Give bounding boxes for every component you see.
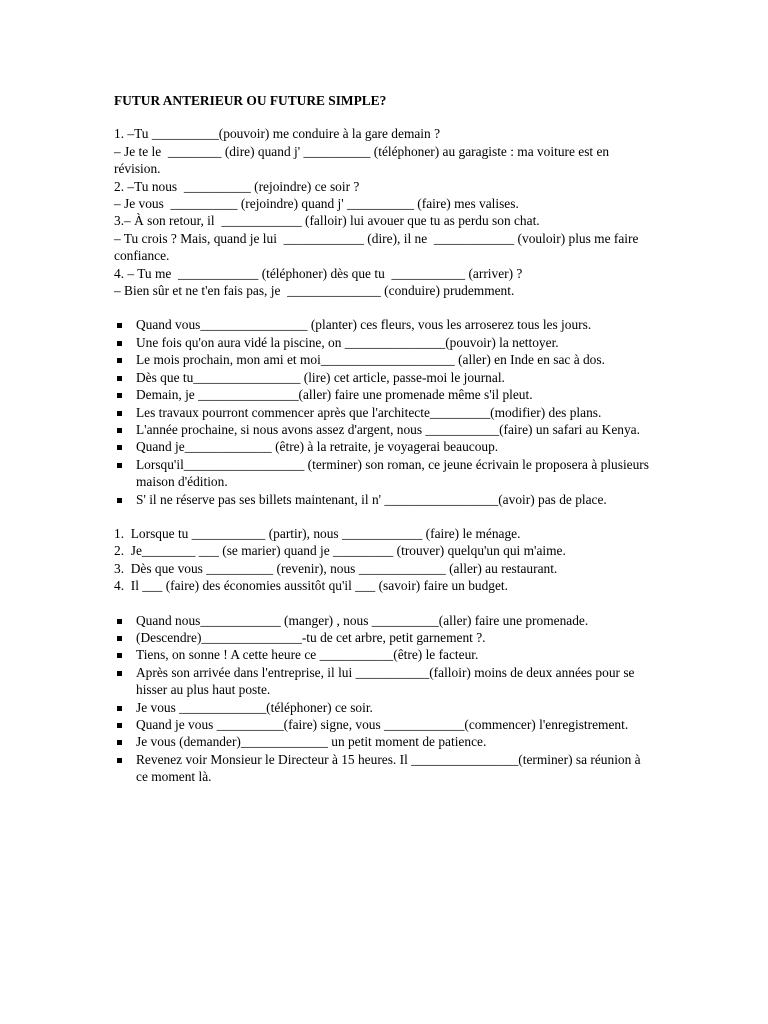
list-item-text: Les travaux pourront commencer après que l'architecte_________(modifier) des plans.: [136, 404, 602, 420]
exercise-line: 4. – Tu me ____________ (téléphoner) dès que tu ___________ (arriver) ?: [114, 265, 523, 281]
list-item: [114, 699, 654, 716]
bullet-icon: [117, 445, 122, 450]
list-item: [114, 438, 654, 455]
exercise-line: 2. –Tu nous __________ (rejoindre) ce soir ?: [114, 178, 360, 194]
exercise-line: – Bien sûr et ne t'en fais pas, je ______________ (conduire) prudemment.: [114, 283, 515, 299]
list-item-text: Quand nous____________ (manger) , nous __________(aller) faire une promenade.: [136, 612, 589, 628]
bullet-icon: [117, 411, 122, 416]
list-item: [114, 386, 654, 403]
list-item-text: Je vous _____________(téléphoner) ce soir.: [136, 699, 373, 715]
bullet-icon: [117, 341, 122, 346]
list-item-text: Je vous (demander)_____________ un petit moment de patience.: [136, 734, 487, 750]
list-item-text: Quand je vous __________(faire) signe, vous ____________(commencer) l'enregistrement.: [136, 717, 629, 732]
bullet-icon: [117, 758, 122, 763]
exercise-line: 3. Dès que vous __________ (revenir), nous _____________ (aller) au restaurant.: [114, 560, 558, 576]
bullet-icon: [117, 706, 122, 711]
bullet-icon: [117, 323, 122, 328]
bullet-list-2: [114, 612, 654, 786]
document-content: [114, 92, 654, 786]
list-item-text: S' il ne réserve pas ses billets maintenant, il n' _________________(avoir) pas de place.: [136, 491, 607, 507]
page-title: FUTUR ANTERIEUR OU FUTURE SIMPLE?: [114, 93, 387, 108]
exercise-line: – Tu crois ? Mais, quand je lui ____________ (dire), il ne ____________ (vouloir) plus me faire confiance.: [114, 230, 642, 264]
bullet-icon: [117, 393, 122, 398]
list-item-text: Après son arrivée dans l'entreprise, il lui ___________(falloir) moins de deux années pour se hisser au plus haut poste.: [136, 664, 638, 698]
bullet-icon: [117, 358, 122, 363]
list-item-text: (Descendre)_______________-tu de cet arbre, petit garnement ?.: [136, 629, 486, 645]
exercise-block-2: [114, 525, 654, 595]
exercise-line: – Je te le ________ (dire) quand j' __________ (téléphoner) au garagiste : ma voiture est en révision.: [114, 143, 613, 177]
exercise-block-1: [114, 125, 654, 299]
list-item: [114, 421, 654, 438]
list-item-text: Tiens, on sonne ! A cette heure ce ___________(être) le facteur.: [136, 647, 479, 663]
bullet-icon: [117, 723, 122, 728]
bullet-icon: [117, 428, 122, 433]
list-item-text: Une fois qu'on aura vidé la piscine, on _______________(pouvoir) la nettoyer.: [136, 334, 559, 350]
list-item-text: L'année prochaine, si nous avons assez d'argent, nous ___________(faire) un safari au Kenya.: [136, 421, 640, 437]
list-item: [114, 456, 654, 491]
exercise-line: 2. Je________ ___ (se marier) quand je _________ (trouver) quelqu'un qui m'aime.: [114, 543, 566, 559]
list-item-text: Le mois prochain, mon ami et moi____________________ (aller) en Inde en sac à dos.: [136, 352, 605, 368]
list-item: [114, 491, 654, 508]
bullet-list-1: [114, 316, 654, 507]
list-item: [114, 646, 654, 663]
list-item: [114, 664, 654, 699]
list-item: [114, 751, 654, 786]
list-item: [114, 316, 654, 333]
list-item-text: Quand vous________________ (planter) ces fleurs, vous les arroserez tous les jours.: [136, 317, 592, 333]
list-item: [114, 334, 654, 351]
list-item: [114, 369, 654, 386]
bullet-icon: [117, 376, 122, 381]
exercise-line: – Je vous __________ (rejoindre) quand j' __________ (faire) mes valises.: [114, 196, 519, 212]
exercise-line: 1. Lorsque tu ___________ (partir), nous ____________ (faire) le ménage.: [114, 525, 521, 541]
list-item-text: Dès que tu________________ (lire) cet article, passe-moi le journal.: [136, 369, 505, 385]
list-item-text: Demain, je _______________(aller) faire une promenade même s'il pleut.: [136, 387, 533, 403]
exercise-line: 4. Il ___ (faire) des économies aussitôt qu'il ___ (savoir) faire un budget.: [114, 578, 508, 594]
list-item-text: Revenez voir Monsieur le Directeur à 15 heures. Il ________________(terminer) sa réunion à ce moment là.: [136, 751, 644, 785]
list-item: [114, 733, 654, 750]
bullet-icon: [117, 498, 122, 503]
list-item: [114, 716, 654, 733]
bullet-icon: [117, 619, 122, 624]
list-item: [114, 404, 654, 421]
bullet-icon: [117, 463, 122, 468]
exercise-line: 1. –Tu __________(pouvoir) me conduire à la gare demain ?: [114, 126, 441, 142]
list-item-text: Quand je_____________ (être) à la retraite, je voyagerai beaucoup.: [136, 439, 499, 455]
list-item: [114, 612, 654, 629]
list-item: [114, 351, 654, 368]
exercise-line: 3.– À son retour, il ____________ (falloir) lui avouer que tu as perdu son chat.: [114, 213, 540, 229]
bullet-icon: [117, 636, 122, 641]
bullet-icon: [117, 671, 122, 676]
bullet-icon: [117, 653, 122, 658]
bullet-icon: [117, 740, 122, 745]
list-item: [114, 629, 654, 646]
list-item-text: Lorsqu'il__________________ (terminer) son roman, ce jeune écrivain le proposera à plusieurs maison d'édition.: [136, 456, 653, 490]
